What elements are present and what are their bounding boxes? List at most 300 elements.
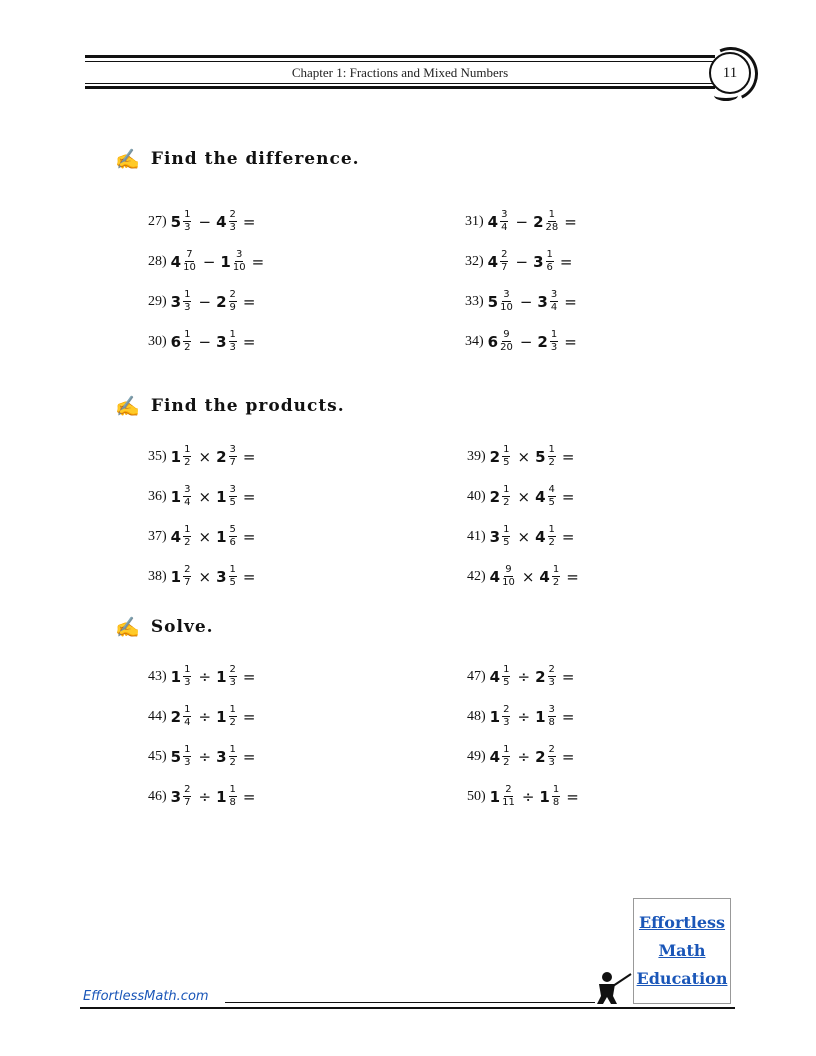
denominator: 5 (229, 497, 236, 508)
equals-sign: = (242, 212, 256, 231)
mixed-number (216, 485, 239, 508)
whole-part: 4 (535, 487, 546, 506)
mixed-number (171, 665, 194, 688)
fraction (546, 250, 554, 273)
numerator: 1 (229, 329, 236, 340)
fraction (183, 330, 191, 353)
numerator: 1 (184, 329, 191, 340)
whole-part: 1 (170, 447, 182, 466)
problem-33 (465, 290, 577, 313)
section-heading-products (115, 394, 345, 418)
problem-number: 48) (467, 708, 486, 724)
denominator: 5 (503, 537, 510, 548)
denominator: 10 (232, 262, 246, 273)
teacher-pointer-icon (593, 970, 635, 1006)
mixed-number (490, 705, 513, 728)
fraction (183, 250, 196, 273)
denominator: 2 (503, 757, 510, 768)
equals-sign: = (566, 787, 579, 806)
problem-45 (148, 745, 255, 768)
fraction (552, 785, 560, 808)
footer-rule (225, 1002, 595, 1003)
mixed-number (490, 485, 513, 508)
mixed-number (490, 745, 513, 768)
denominator: 3 (184, 222, 191, 233)
fraction (183, 745, 191, 768)
fraction (229, 485, 237, 508)
denominator: 2 (184, 342, 191, 353)
problem-number: 46) (148, 788, 167, 804)
mixed-number (216, 330, 239, 353)
whole-part: 2 (216, 292, 227, 311)
equals-sign: = (242, 332, 256, 351)
equals-sign: = (242, 292, 256, 311)
mixed-number (535, 665, 558, 688)
numerator: 1 (229, 704, 236, 715)
denominator: 9 (229, 302, 236, 313)
problem-36 (148, 485, 255, 508)
numerator: 1 (552, 784, 560, 795)
numerator: 3 (229, 444, 236, 455)
fraction (183, 785, 191, 808)
fraction (502, 565, 515, 588)
numerator: 1 (503, 444, 510, 455)
denominator: 10 (183, 262, 196, 273)
header-rule (85, 86, 715, 89)
fraction (229, 210, 237, 233)
fraction (548, 445, 556, 468)
mixed-number (171, 445, 194, 468)
whole-part: 3 (216, 332, 227, 351)
fraction (229, 445, 237, 468)
fraction (548, 665, 556, 688)
whole-part: 4 (170, 527, 182, 546)
problem-47 (467, 665, 574, 688)
whole-part: 4 (487, 212, 499, 231)
numerator: 2 (229, 289, 236, 300)
problem-38 (148, 565, 255, 588)
mixed-number (171, 330, 194, 353)
numerator: 2 (229, 209, 236, 220)
numerator: 2 (505, 784, 512, 795)
fraction (183, 525, 191, 548)
denominator: 6 (229, 537, 236, 548)
operator: − (515, 212, 529, 231)
fraction (548, 705, 556, 728)
problem-30 (148, 330, 255, 353)
problem-48 (467, 705, 574, 728)
operator: − (515, 252, 529, 271)
operator: × (198, 447, 212, 466)
fraction (552, 565, 560, 588)
fraction (183, 445, 191, 468)
numerator: 9 (505, 564, 512, 575)
logo-line: Education (636, 969, 728, 988)
mixed-number (171, 785, 194, 808)
problem-number: 29) (148, 293, 167, 309)
whole-part: 2 (489, 487, 501, 506)
fraction (229, 745, 237, 768)
mixed-number (535, 745, 558, 768)
whole-part: 1 (216, 667, 227, 686)
mixed-number (488, 290, 515, 313)
pencil-icon: ✍ (115, 615, 141, 639)
problem-49 (467, 745, 574, 768)
numerator: 1 (548, 524, 555, 535)
numerator: 1 (503, 524, 510, 535)
denominator: 5 (503, 457, 510, 468)
equals-sign: = (251, 252, 265, 271)
mixed-number (216, 525, 239, 548)
mixed-number (537, 330, 560, 353)
numerator: 5 (229, 524, 236, 535)
whole-part: 5 (170, 212, 182, 231)
numerator: 1 (503, 664, 510, 675)
equals-sign: = (561, 527, 575, 546)
equals-sign: = (561, 447, 575, 466)
operator: − (519, 332, 533, 351)
fraction (183, 665, 191, 688)
equals-sign: = (564, 332, 577, 351)
header-rule (85, 61, 715, 62)
problem-37 (148, 525, 255, 548)
whole-part: 2 (170, 707, 182, 726)
mixed-number (490, 445, 513, 468)
fraction (229, 705, 237, 728)
fraction (500, 210, 508, 233)
problem-40 (467, 485, 574, 508)
fraction (502, 705, 510, 728)
mixed-number (171, 250, 198, 273)
denominator: 11 (502, 797, 515, 808)
denominator: 3 (550, 342, 558, 353)
page-number: 11 (709, 52, 751, 94)
problem-number: 43) (148, 668, 167, 684)
denominator: 2 (548, 537, 555, 548)
numerator: 7 (186, 249, 193, 260)
problem-34 (465, 330, 577, 353)
effortless-math-logo[interactable] (633, 898, 731, 1004)
operator: × (517, 527, 531, 546)
whole-part: 4 (216, 212, 227, 231)
mixed-number (216, 210, 239, 233)
whole-part: 2 (535, 667, 546, 686)
mixed-number (171, 705, 194, 728)
denominator: 5 (229, 577, 236, 588)
whole-part: 1 (535, 707, 546, 726)
section-heading-text: Find the difference. (150, 149, 360, 169)
denominator: 8 (229, 797, 236, 808)
numerator: 1 (503, 744, 510, 755)
numerator: 1 (184, 209, 191, 220)
whole-part: 2 (216, 447, 227, 466)
numerator: 3 (550, 289, 558, 300)
denominator: 8 (548, 717, 555, 728)
denominator: 7 (229, 457, 236, 468)
section-heading-text: Find the products. (150, 396, 345, 416)
fraction (546, 210, 559, 233)
denominator: 3 (229, 677, 236, 688)
pencil-icon: ✍ (115, 147, 141, 171)
operator: × (517, 487, 531, 506)
equals-sign: = (242, 747, 256, 766)
mixed-number (488, 210, 511, 233)
whole-part: 1 (489, 707, 501, 726)
fraction (548, 525, 556, 548)
problem-number: 39) (467, 448, 486, 464)
operator: × (517, 447, 531, 466)
whole-part: 3 (216, 747, 227, 766)
numerator: 2 (548, 744, 555, 755)
problem-28 (148, 250, 264, 273)
fraction (183, 485, 191, 508)
problem-number: 40) (467, 488, 486, 504)
operator: − (202, 252, 216, 271)
problem-27 (148, 210, 255, 233)
problem-number: 41) (467, 528, 486, 544)
equals-sign: = (242, 447, 256, 466)
denominator: 2 (552, 577, 560, 588)
denominator: 3 (503, 717, 510, 728)
numerator: 2 (501, 249, 508, 260)
mixed-number (535, 485, 558, 508)
mixed-number (216, 705, 239, 728)
denominator: 3 (548, 757, 555, 768)
numerator: 1 (550, 329, 558, 340)
whole-part: 6 (487, 332, 499, 351)
fraction (500, 330, 513, 353)
problem-number: 50) (467, 788, 486, 804)
numerator: 9 (503, 329, 510, 340)
mixed-number (533, 250, 556, 273)
numerator: 1 (229, 744, 236, 755)
whole-part: 5 (535, 447, 546, 466)
equals-sign: = (242, 787, 256, 806)
problem-number: 36) (148, 488, 167, 504)
fraction (548, 485, 556, 508)
denominator: 3 (548, 677, 555, 688)
denominator: 4 (550, 302, 558, 313)
whole-part: 1 (170, 567, 182, 586)
numerator: 1 (552, 564, 560, 575)
footer-site-link[interactable]: EffortlessMath.com (83, 989, 209, 1004)
footer-rule (80, 1007, 735, 1009)
numerator: 3 (548, 704, 555, 715)
problem-number: 45) (148, 748, 167, 764)
problem-number: 42) (467, 568, 486, 584)
whole-part: 1 (539, 787, 550, 806)
fraction (502, 525, 510, 548)
equals-sign: = (242, 487, 256, 506)
whole-part: 3 (537, 292, 548, 311)
mixed-number (490, 565, 517, 588)
denominator: 4 (184, 497, 191, 508)
operator: ÷ (517, 747, 531, 766)
fraction (233, 250, 246, 273)
problem-number: 32) (465, 253, 484, 269)
operator: ÷ (198, 747, 212, 766)
problem-number: 37) (148, 528, 167, 544)
numerator: 1 (229, 784, 236, 795)
problem-number: 31) (465, 213, 484, 229)
numerator: 2 (503, 704, 510, 715)
numerator: 4 (548, 484, 555, 495)
numerator: 1 (184, 289, 191, 300)
whole-part: 4 (535, 527, 546, 546)
chapter-title: Chapter 1: Fractions and Mixed Numbers (291, 65, 509, 80)
operator: ÷ (198, 787, 212, 806)
numerator: 1 (184, 444, 191, 455)
equals-sign: = (242, 567, 256, 586)
operator: ÷ (198, 707, 212, 726)
whole-part: 2 (535, 747, 546, 766)
mixed-number (533, 210, 560, 233)
whole-part: 3 (533, 252, 544, 271)
mixed-number (171, 525, 194, 548)
denominator: 10 (502, 577, 515, 588)
whole-part: 1 (220, 252, 231, 271)
numerator: 1 (184, 524, 191, 535)
fraction (502, 485, 510, 508)
problem-number: 27) (148, 213, 167, 229)
mixed-number (216, 290, 239, 313)
numerator: 2 (184, 564, 191, 575)
section-heading-solve (115, 615, 214, 639)
numerator: 1 (184, 704, 191, 715)
equals-sign: = (561, 747, 575, 766)
denominator: 7 (184, 577, 191, 588)
problem-29 (148, 290, 255, 313)
mixed-number (220, 250, 247, 273)
mixed-number (171, 485, 194, 508)
mixed-number (216, 445, 239, 468)
denominator: 4 (184, 717, 191, 728)
denominator: 4 (501, 222, 508, 233)
mixed-number (171, 290, 194, 313)
equals-sign: = (242, 667, 256, 686)
fraction (229, 565, 237, 588)
problem-number: 33) (465, 293, 484, 309)
denominator: 20 (500, 342, 513, 353)
problem-35 (148, 445, 255, 468)
operator: × (198, 567, 212, 586)
mixed-number (490, 785, 517, 808)
whole-part: 4 (487, 252, 499, 271)
fraction (502, 785, 515, 808)
problem-number: 49) (467, 748, 486, 764)
logo-line: Effortless (638, 913, 726, 932)
whole-part: 3 (170, 787, 182, 806)
whole-part: 4 (170, 252, 182, 271)
whole-part: 3 (489, 527, 501, 546)
logo-line: Math (658, 941, 706, 960)
denominator: 5 (548, 497, 555, 508)
mixed-number (216, 785, 239, 808)
mixed-number (490, 665, 513, 688)
mixed-number (535, 525, 558, 548)
problem-number: 44) (148, 708, 167, 724)
fraction (183, 290, 191, 313)
numerator: 3 (503, 289, 510, 300)
whole-part: 2 (533, 212, 544, 231)
equals-sign: = (242, 707, 256, 726)
mixed-number (488, 250, 511, 273)
numerator: 1 (546, 249, 553, 260)
mixed-number (535, 705, 558, 728)
denominator: 6 (546, 262, 553, 273)
denominator: 3 (184, 302, 191, 313)
mixed-number (216, 745, 239, 768)
equals-sign: = (559, 252, 573, 271)
whole-part: 5 (170, 747, 182, 766)
denominator: 10 (500, 302, 513, 313)
equals-sign: = (561, 487, 575, 506)
mixed-number (488, 330, 515, 353)
numerator: 3 (184, 484, 191, 495)
numerator: 1 (503, 484, 510, 495)
operator: × (198, 527, 212, 546)
mixed-number (216, 665, 239, 688)
problem-number: 47) (467, 668, 486, 684)
denominator: 5 (503, 677, 510, 688)
fraction (550, 290, 558, 313)
mixed-number (216, 565, 239, 588)
section-heading-text: Solve. (150, 617, 214, 637)
numerator: 2 (229, 664, 236, 675)
numerator: 3 (501, 209, 508, 220)
whole-part: 1 (216, 527, 227, 546)
denominator: 2 (548, 457, 555, 468)
equals-sign: = (564, 292, 577, 311)
problem-number: 35) (148, 448, 167, 464)
denominator: 2 (503, 497, 510, 508)
section-heading-difference (115, 147, 360, 171)
pencil-icon: ✍ (115, 394, 141, 418)
whole-part: 3 (216, 567, 227, 586)
equals-sign: = (564, 212, 577, 231)
operator: − (198, 292, 212, 311)
problem-50 (467, 785, 579, 808)
equals-sign: = (561, 707, 575, 726)
equals-sign: = (561, 667, 575, 686)
mixed-number (539, 785, 562, 808)
fraction (183, 210, 191, 233)
numerator: 1 (184, 664, 191, 675)
whole-part: 2 (537, 332, 548, 351)
fraction (550, 330, 558, 353)
whole-part: 1 (216, 707, 227, 726)
operator: − (519, 292, 533, 311)
numerator: 2 (548, 664, 555, 675)
problem-number: 28) (148, 253, 167, 269)
equals-sign: = (566, 567, 579, 586)
fraction (229, 330, 237, 353)
denominator: 3 (184, 757, 191, 768)
operator: ÷ (517, 707, 531, 726)
operator: ÷ (198, 667, 212, 686)
denominator: 2 (229, 757, 236, 768)
problem-46 (148, 785, 255, 808)
numerator: 1 (548, 444, 555, 455)
denominator: 28 (545, 222, 559, 233)
problem-44 (148, 705, 255, 728)
problem-41 (467, 525, 574, 548)
denominator: 7 (501, 262, 508, 273)
mixed-number (171, 565, 194, 588)
problem-32 (465, 250, 572, 273)
whole-part: 1 (170, 487, 182, 506)
whole-part: 4 (489, 667, 501, 686)
